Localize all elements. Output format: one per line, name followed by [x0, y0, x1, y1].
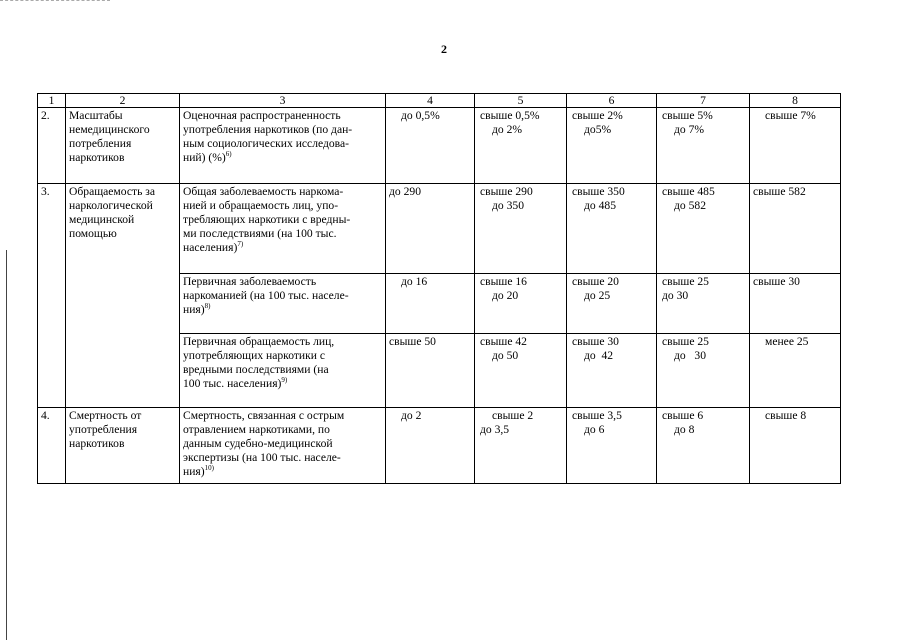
header-row: [38, 94, 841, 108]
value-text: до 290: [389, 185, 421, 198]
value-to: до 25: [584, 289, 611, 302]
value-text: менее 25: [765, 335, 809, 348]
scan-edge-mark: [0, 0, 110, 2]
indicator-description: [180, 334, 386, 408]
table-row: [38, 184, 841, 274]
value-col-8: [750, 334, 841, 408]
indicator-text: Первичная обращаемость лиц, употребляющих наркотики с вредными последствиями (на 100 тыс. населения): [183, 335, 335, 390]
value-from: свыше 20: [572, 275, 619, 288]
indicators-table: [37, 93, 841, 484]
value-to: до 7%: [674, 123, 705, 136]
value-col-5: [475, 408, 567, 484]
value-to: до 20: [492, 289, 519, 302]
value-from: свыше 42: [480, 335, 527, 348]
value-col-4: [386, 108, 475, 184]
indicator-description: [180, 184, 386, 274]
value-from: свыше 6: [662, 409, 704, 422]
footnote-ref: 6): [225, 150, 232, 158]
value-from: свыше 16: [480, 275, 527, 288]
value-to: до 8: [674, 423, 695, 436]
value-col-6: [567, 408, 657, 484]
value-to: до 6: [584, 423, 605, 436]
indicator-description: [180, 274, 386, 334]
value-col-6: [567, 184, 657, 274]
value-col-4: [386, 184, 475, 274]
value-from: свыше 290: [480, 185, 533, 198]
value-to: до 582: [674, 199, 706, 212]
footnote-ref: 8): [204, 302, 211, 310]
footnote-ref: 9): [281, 376, 288, 384]
col-header-3: 3: [180, 94, 386, 108]
col-header-1: 1: [38, 94, 66, 108]
footnote-ref: 10): [204, 464, 214, 472]
value-text: до 0,5%: [401, 109, 440, 122]
value-text: свыше 582: [753, 185, 806, 198]
indicator-description: [180, 408, 386, 484]
col-header-5: 5: [475, 94, 567, 108]
value-col-7: [657, 184, 750, 274]
value-col-5: [475, 184, 567, 274]
indicator-group: Масштабы немедицинского потребления наркотиков: [66, 108, 180, 184]
indicator-text: Смертность, связанная с острым отравлением наркотиками, по данным судебно-медицинской экспертизы (на 100 тыс. населе- ния): [183, 409, 345, 478]
value-col-8: [750, 408, 841, 484]
value-text: свыше 50: [389, 335, 436, 348]
indicator-text: Общая заболеваемость наркома- нией и обращаемость лиц, упо- требляющих наркотики с вредны- ми последствиями (на 100 тыс. населения): [183, 185, 351, 254]
value-to: до 42: [584, 349, 614, 362]
indicator-group: Обращаемость за наркологической медицинской помощью: [66, 184, 180, 408]
value-from: свыше 2%: [572, 109, 623, 122]
value-from: свыше 30: [572, 335, 619, 348]
value-to: до 30: [674, 349, 706, 362]
value-col-5: [475, 334, 567, 408]
table-row: [38, 408, 841, 484]
col-header-7: 7: [657, 94, 750, 108]
value-col-7: [657, 334, 750, 408]
value-col-4: [386, 274, 475, 334]
value-from: свыше 350: [572, 185, 625, 198]
value-text: до 2: [401, 409, 422, 422]
indicator-group: Смертность от употребления наркотиков: [66, 408, 180, 484]
value-col-5: [475, 108, 567, 184]
value-col-5: [475, 274, 567, 334]
value-col-6: [567, 274, 657, 334]
value-from: свыше 2: [492, 409, 534, 422]
value-col-8: [750, 274, 841, 334]
value-to: до 485: [584, 199, 616, 212]
scan-margin-line: [6, 250, 7, 640]
col-header-6: 6: [567, 94, 657, 108]
value-to: до 30: [662, 289, 689, 302]
value-from: свыше 485: [662, 185, 715, 198]
footnote-ref: 7): [237, 240, 244, 248]
value-from: свыше 3,5: [572, 409, 622, 422]
value-to: до 3,5: [480, 423, 510, 436]
value-col-6: [567, 334, 657, 408]
value-col-6: [567, 108, 657, 184]
col-header-2: 2: [66, 94, 180, 108]
value-from: свыше 5%: [662, 109, 713, 122]
value-from: свыше 25: [662, 335, 709, 348]
value-col-8: [750, 184, 841, 274]
value-col-7: [657, 108, 750, 184]
col-header-8: 8: [750, 94, 841, 108]
indicator-text: Оценочная распространенность употребления наркотиков (по дан- ным социологических исследова- ний) (%): [183, 109, 353, 164]
value-to: до5%: [584, 123, 612, 136]
indicator-text: Первичная заболеваемость наркоманией (на 100 тыс. населе- ния): [183, 275, 349, 316]
table-row: [38, 108, 841, 184]
value-to: до 50: [492, 349, 519, 362]
value-text: до 16: [401, 275, 428, 288]
value-to: до 2%: [492, 123, 523, 136]
value-col-7: [657, 408, 750, 484]
value-text: свыше 7%: [765, 109, 816, 122]
value-col-8: [750, 108, 841, 184]
value-col-7: [657, 274, 750, 334]
indicator-description: [180, 108, 386, 184]
row-number: 2.: [38, 108, 66, 184]
value-from: свыше 25: [662, 275, 709, 288]
value-from: свыше 0,5%: [480, 109, 540, 122]
row-number: 3.: [38, 184, 66, 408]
value-to: до 350: [492, 199, 524, 212]
value-text: свыше 8: [765, 409, 807, 422]
col-header-4: 4: [386, 94, 475, 108]
page-number: 2: [441, 42, 447, 56]
value-col-4: [386, 408, 475, 484]
value-col-4: [386, 334, 475, 408]
value-text: свыше 30: [753, 275, 800, 288]
row-number: 4.: [38, 408, 66, 484]
